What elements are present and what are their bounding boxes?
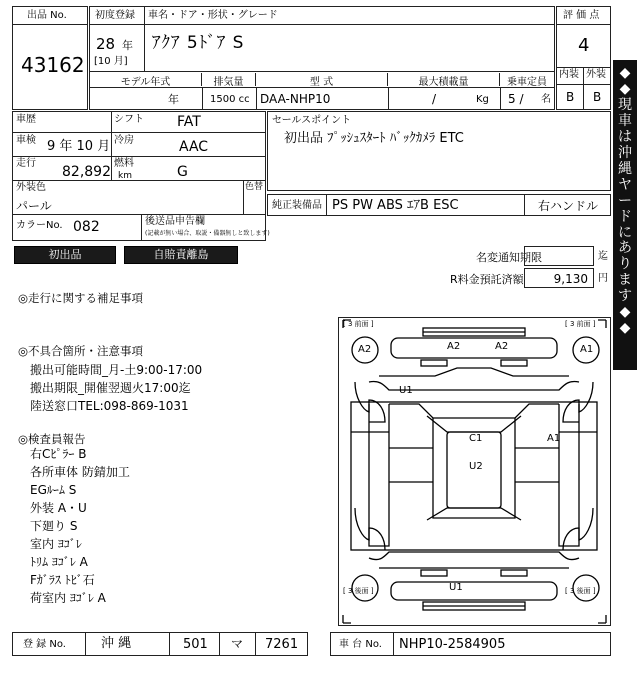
- color-no-label: カラーNo.: [16, 220, 63, 231]
- equipment: PS PW ABS ｴｱB ESC: [332, 198, 459, 213]
- capacity-label: 乗車定員: [507, 77, 547, 88]
- mileage-unit: km: [118, 171, 132, 181]
- inspector-line: 室内 ﾖｺﾞﾚ: [30, 537, 82, 551]
- corner-label-bl: [ 3 後面 ]: [343, 587, 374, 595]
- equipment-label: 純正装備品: [272, 200, 322, 211]
- sidebar-char: に: [618, 224, 632, 241]
- sidebar-char: り: [618, 256, 632, 273]
- inspector-line: EGﾙｰﾑ S: [30, 483, 77, 497]
- defect-line: 搬出可能時間_月-土9:00-17:00: [30, 363, 203, 377]
- sidebar-char: ◆: [619, 304, 631, 321]
- corner-label-br: [ 3 後面 ]: [565, 587, 596, 595]
- inspector-line: 下廻り S: [30, 519, 78, 533]
- first-reg-month: [10 月]: [94, 56, 128, 67]
- defects-heading: ◎不具合箇所・注意事項: [18, 344, 144, 358]
- inspector-line: ﾄﾘﾑ ﾖｺﾞﾚ A: [30, 555, 88, 569]
- shift: FAT: [177, 114, 201, 130]
- door-right-mark: A1: [547, 433, 561, 444]
- chassis-no: NHP10-2584905: [399, 637, 506, 652]
- exterior-grade: B: [593, 90, 602, 104]
- model-year-unit: 年: [168, 93, 179, 106]
- sidebar-char: ー: [618, 192, 632, 209]
- mileage: 82,892: [62, 164, 111, 180]
- lot-label: 出品 No.: [27, 10, 67, 21]
- capacity-unit: 名: [541, 94, 551, 105]
- sidebar-char: 沖: [618, 144, 632, 161]
- plate-region: 沖 縄: [101, 636, 132, 651]
- docs-note: (記載が無い場合、取説・備器無しと致します): [145, 230, 270, 237]
- sales-point-label: セールスポイント: [272, 115, 352, 126]
- driving-heading: ◎走行に関する補足事項: [18, 291, 144, 305]
- inspection-label: 車検: [16, 135, 36, 146]
- plate-number: 7261: [265, 637, 299, 652]
- interior-label: 内装: [559, 69, 579, 80]
- sidebar-char: ◆: [619, 320, 631, 337]
- roof-c-mark: C1: [469, 433, 483, 444]
- handle: 右ハンドル: [538, 199, 599, 213]
- inspection: 9 年 10 月: [47, 139, 111, 154]
- lot-box: [12, 6, 88, 110]
- ext-color: パール: [16, 199, 52, 213]
- car-diagram: [338, 317, 611, 626]
- recycle-box: [524, 268, 594, 288]
- lot-number: 43162: [21, 53, 85, 77]
- max-load-label: 最大積載量: [388, 73, 500, 86]
- plate-class: 501: [183, 637, 208, 652]
- details-left: [12, 111, 270, 241]
- first-reg-label: 初度登録: [95, 10, 135, 21]
- car-name-label: 車名・ドア・形状・グレード: [148, 10, 278, 21]
- corner-label-tl: [ 3 前面 ]: [343, 320, 374, 328]
- plate-label: 登 録 No.: [23, 639, 66, 650]
- ac-label: 冷房: [114, 135, 134, 146]
- inspector-heading: ◎検査員報告: [18, 432, 86, 446]
- ext-color-label: 外装色: [16, 182, 46, 193]
- interior-grade: B: [566, 90, 575, 104]
- sidebar-char: す: [618, 288, 632, 305]
- okinawa-notice-banner: [613, 60, 637, 370]
- inspector-line: 各所車体 防錆加工: [30, 465, 130, 479]
- sidebar-char: ◆: [619, 80, 631, 97]
- ac: AAC: [179, 139, 209, 155]
- car-name: ｱｸｱ 5ﾄﾞｱ S: [152, 33, 245, 53]
- rating-box: [556, 6, 611, 110]
- max-load-unit: Kg: [476, 94, 489, 105]
- rear-mark: U1: [449, 582, 463, 593]
- inspector-line: 荷室内 ﾖｺﾞﾚ A: [30, 591, 106, 605]
- defect-line: 搬出期限_開催翌週火17:00迄: [30, 381, 191, 395]
- first-listing-tag: 初出品: [14, 246, 116, 264]
- model-year-label: モデル年式: [90, 73, 202, 86]
- sidebar-char: ド: [618, 208, 632, 225]
- inspector-line: 右Cﾋﾟﾗｰ B: [30, 447, 87, 461]
- rating-label: 評 価 点: [563, 10, 600, 21]
- docs-label: 後送品申告欄: [145, 216, 205, 227]
- sidebar-char: 縄: [618, 160, 632, 177]
- history-label: 車歴: [16, 114, 36, 125]
- name-change-label: 名変通知期限: [476, 251, 542, 264]
- chassis-box: [330, 632, 611, 656]
- title-box: [89, 6, 555, 110]
- roof-u-mark: U2: [469, 461, 483, 472]
- self-pay-tag: 自賠責離島: [124, 246, 238, 264]
- model-code-label: 型 式: [256, 73, 388, 86]
- sidebar-char: ヤ: [618, 176, 632, 193]
- chassis-label: 車 台 No.: [339, 639, 382, 650]
- recycle-unit: 円: [598, 273, 608, 284]
- name-change-box: [524, 246, 594, 266]
- year-unit: 年: [122, 39, 133, 52]
- max-load-slash: /: [432, 92, 437, 106]
- recycle-label: R料金預託済額: [450, 273, 524, 286]
- fender-left-mark: U1: [399, 385, 413, 396]
- color-change-label: 色替: [245, 182, 264, 192]
- wheel-fr-mark: A1: [580, 344, 594, 355]
- corner-label-tr: [ 3 前面 ]: [565, 320, 596, 328]
- defect-line: 陸送窓口TEL:098-869-1031: [30, 399, 189, 413]
- name-change-unit: 迄: [598, 251, 608, 262]
- fuel: G: [177, 164, 188, 180]
- plate-kana: マ: [231, 637, 244, 651]
- sidebar-char: ま: [618, 272, 632, 289]
- rating: 4: [578, 35, 590, 56]
- bumper-right-mark: A2: [495, 341, 509, 352]
- displacement-label: 排気量: [202, 73, 256, 86]
- model-code: DAA-NHP10: [260, 92, 331, 106]
- equipment-box: [267, 194, 611, 216]
- capacity: 5 /: [508, 92, 524, 106]
- first-reg-year: 28: [96, 35, 116, 53]
- inspector-line: Fｶﾞﾗｽ ﾄﾋﾞ石: [30, 573, 95, 587]
- displacement: 1500 cc: [210, 94, 250, 105]
- color-no: 082: [73, 219, 100, 235]
- bumper-left-mark: A2: [447, 341, 461, 352]
- recycle-amount: 9,130: [553, 272, 588, 286]
- wheel-fl-mark: A2: [358, 344, 372, 355]
- mileage-label: 走行: [16, 158, 36, 169]
- sidebar-char: は: [618, 128, 632, 145]
- sales-point-box: [267, 111, 611, 191]
- fuel-label: 燃料: [114, 158, 134, 169]
- shift-label: シフト: [114, 114, 144, 125]
- plate-box: [12, 632, 308, 656]
- sidebar-char: 車: [618, 112, 632, 129]
- sales-point: 初出品 ﾌﾟｯｼｭｽﾀｰﾄ ﾊﾞｯｸｶﾒﾗ ETC: [284, 131, 464, 146]
- sidebar-char: 現: [618, 96, 632, 113]
- sidebar-char: ◆: [619, 65, 631, 81]
- inspector-line: 外装 A・U: [30, 501, 87, 515]
- exterior-label: 外装: [586, 69, 606, 80]
- sidebar-char: あ: [618, 240, 632, 257]
